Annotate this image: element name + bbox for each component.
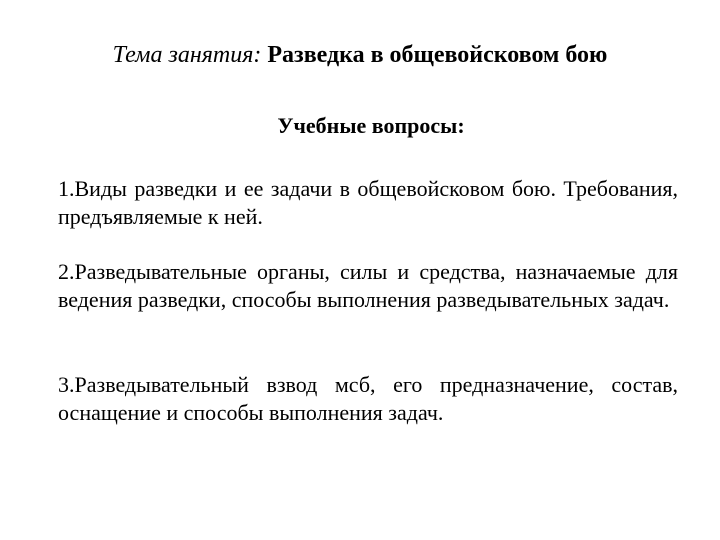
title-topic: Разведка в общевойсковом бою bbox=[267, 42, 608, 68]
question-1: 1.Виды разведки и ее задачи в общевойсковом бою. Требования, предъявляемые к ней. bbox=[58, 176, 678, 229]
question-2: 2.Разведывательные органы, силы и средства, назначаемые для ведения разведки, способы выполнения разведывательных задач. bbox=[58, 259, 678, 312]
slide-title bbox=[0, 40, 720, 70]
subtitle: Учебные вопросы: bbox=[277, 113, 465, 138]
question-3: 3.Разведывательный взвод мсб, его предназначение, состав, оснащение и способы выполнения задач. bbox=[58, 372, 678, 425]
title-prefix: Тема занятия: bbox=[112, 42, 268, 68]
